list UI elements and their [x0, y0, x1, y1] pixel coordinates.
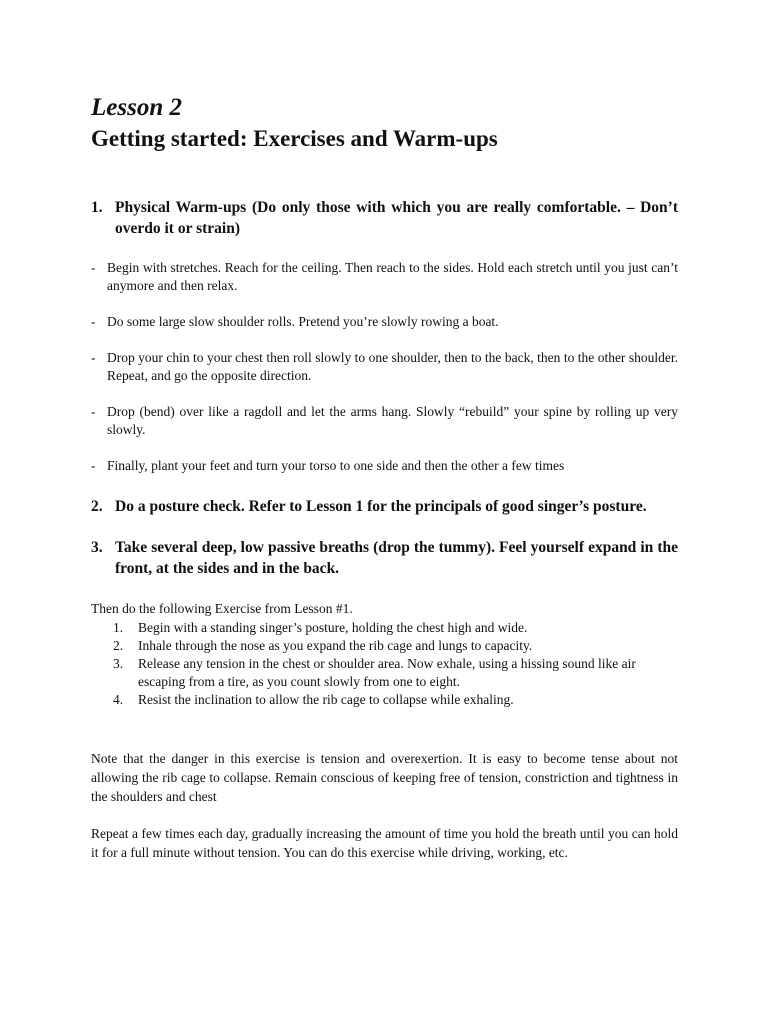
note-paragraph: Note that the danger in this exercise is tension and overexertion. It is easy to become tense about not allowing the rib cage to collapse. Remain conscious of keeping free of tension, constriction and tightness in the shoulders and chest [91, 751, 678, 804]
section-number: 1. [91, 199, 103, 216]
list-item [113, 619, 678, 637]
list-item [113, 637, 678, 655]
document-page [91, 92, 678, 862]
list-item [113, 655, 678, 691]
section-heading-text: Physical Warm-ups (Do only those with which you are really comfortable. – Don’t overdo it or strain) [115, 199, 678, 237]
bullet-text: Finally, plant your feet and turn your torso to one side and then the other a few times [107, 458, 565, 473]
bullet-dash: - [91, 404, 96, 419]
section-heading-3 [91, 537, 678, 579]
exercise-steps-list [91, 619, 678, 709]
section-heading-text: Do a posture check. Refer to Lesson 1 for the principals of good singer’s posture. [115, 498, 647, 515]
section-number: 2. [91, 498, 103, 515]
bullet-text: Do some large slow shoulder rolls. Pretend you’re slowly rowing a boat. [107, 314, 499, 329]
list-item [91, 457, 678, 475]
bullet-text: Begin with stretches. Reach for the ceiling. Then reach to the sides. Hold each stretch until you just can’t anymore and then relax. [107, 260, 678, 293]
step-text: Inhale through the nose as you expand the rib cage and lungs to capacity. [138, 638, 533, 653]
lesson-label: Lesson 2 [91, 94, 182, 121]
bullet-text: Drop (bend) over like a ragdoll and let the arms hang. Slowly “rebuild” your spine by rolling up very slowly. [107, 404, 678, 437]
list-item [91, 349, 678, 385]
section-heading-1 [91, 197, 678, 239]
bullet-dash: - [91, 350, 96, 365]
step-number: 1. [113, 620, 124, 635]
step-number: 3. [113, 656, 124, 671]
step-text: Release any tension in the chest or shoulder area. Now exhale, using a hissing sound like air escaping from a tire, as you count slowly from one to eight. [138, 656, 636, 689]
list-item [113, 691, 678, 709]
exercise-intro: Then do the following Exercise from Lesson #1. [91, 601, 353, 616]
warmup-bullet-list [91, 259, 678, 475]
section-heading-2 [91, 496, 678, 517]
step-text: Resist the inclination to allow the rib cage to collapse while exhaling. [138, 692, 514, 707]
list-item [91, 259, 678, 295]
bullet-dash: - [91, 458, 96, 473]
list-item [91, 313, 678, 331]
step-number: 4. [113, 692, 124, 707]
section-heading-text: Take several deep, low passive breaths (drop the tummy). Feel yourself expand in the front, at the sides and in the back. [115, 539, 678, 577]
step-number: 2. [113, 638, 124, 653]
step-text: Begin with a standing singer’s posture, holding the chest high and wide. [138, 620, 528, 635]
bullet-dash: - [91, 314, 96, 329]
lesson-title: Getting started: Exercises and Warm-ups [91, 126, 498, 151]
bullet-text: Drop your chin to your chest then roll slowly to one shoulder, then to the back, then to the other shoulder. Repeat, and go the opposite direction. [107, 350, 678, 383]
repeat-paragraph: Repeat a few times each day, gradually increasing the amount of time you hold the breath until you can hold it for a full minute without tension. You can do this exercise while driving, working, etc. [91, 826, 678, 860]
bullet-dash: - [91, 260, 96, 275]
list-item [91, 403, 678, 439]
section-number: 3. [91, 539, 103, 556]
